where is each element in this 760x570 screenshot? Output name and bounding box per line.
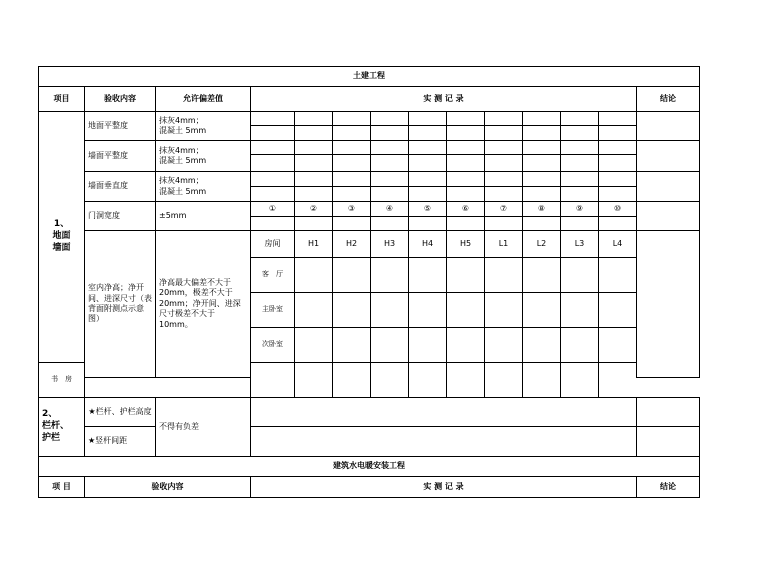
- header2-conclusion: 结论: [637, 477, 700, 498]
- railing-content: ★竖杆间距: [85, 427, 156, 457]
- header2-measure: 实 测 记 录: [251, 477, 637, 498]
- measure-cell: [561, 126, 599, 141]
- row-tolerance: 抹灰4mm； 混凝土 5mm: [156, 172, 251, 202]
- measure-cell: [251, 155, 295, 172]
- measure-cell: [333, 155, 371, 172]
- measure-cell: [409, 112, 447, 126]
- measure-cell: [295, 155, 333, 172]
- row-tolerance: ±5mm: [156, 202, 251, 231]
- row-tolerance: 抹灰4mm； 混凝土 5mm: [156, 112, 251, 141]
- conclusion-cell: [637, 398, 700, 427]
- measure-cell: [371, 217, 409, 231]
- measure-cell: [523, 155, 561, 172]
- header2-content: 验收内容: [85, 477, 251, 498]
- measure-cell: [333, 187, 371, 202]
- measure-cell: [295, 217, 333, 231]
- point-number: ④: [371, 202, 409, 217]
- clear-height-tolerance: 净高最大偏差不大于 20mm，极差不大于 20mm；净开间、进深尺寸极差不大于 10mm。: [156, 231, 251, 378]
- measure-cell: [599, 112, 637, 126]
- room-name: 次卧室: [251, 328, 295, 363]
- point-number: ①: [251, 202, 295, 217]
- measure-cell: [447, 328, 485, 363]
- conclusion-cell: [637, 231, 700, 378]
- measure-cell: [333, 112, 371, 126]
- measure-cell: [561, 258, 599, 293]
- measure-cell: [409, 187, 447, 202]
- measure-cell: [295, 112, 333, 126]
- measure-cell: [371, 293, 409, 328]
- measure-cell: [561, 155, 599, 172]
- measure-cell: [523, 293, 561, 328]
- measure-cell: [599, 187, 637, 202]
- measure-cell: [333, 141, 371, 155]
- point-number: ⑥: [447, 202, 485, 217]
- measure-cell: [447, 172, 485, 187]
- measure-cell: [251, 363, 295, 398]
- measure-cell: [523, 328, 561, 363]
- measure-cell: [523, 126, 561, 141]
- measure-cell: [523, 172, 561, 187]
- conclusion-cell: [637, 427, 700, 457]
- measure-cell: [447, 187, 485, 202]
- row-content: 墙面平整度: [85, 141, 156, 172]
- measure-cell: [295, 187, 333, 202]
- point-number: ⑦: [485, 202, 523, 217]
- point-number: ⑧: [523, 202, 561, 217]
- measure-cell: [599, 328, 637, 363]
- measure-cell: [371, 258, 409, 293]
- header2-item: 项 目: [39, 477, 85, 498]
- measure-cell: [485, 141, 523, 155]
- row-tolerance: 抹灰4mm； 混凝土 5mm: [156, 141, 251, 172]
- measure-label: L4: [599, 231, 637, 258]
- measure-cell: [523, 258, 561, 293]
- measure-cell: [295, 328, 333, 363]
- measure-cell: [561, 187, 599, 202]
- conclusion-cell: [637, 112, 700, 141]
- measure-cell: [447, 363, 485, 398]
- measure-cell: [251, 112, 295, 126]
- header-tolerance: 允许偏差值: [156, 87, 251, 112]
- clear-height-content: 室内净高；净开间、进深尺寸（表背面附测点示意图）: [85, 231, 156, 378]
- measure-cell: [333, 172, 371, 187]
- point-number: ②: [295, 202, 333, 217]
- measure-cell: [333, 126, 371, 141]
- measure-cell: [295, 172, 333, 187]
- row-content: 墙面垂直度: [85, 172, 156, 202]
- point-number: ⑤: [409, 202, 447, 217]
- measure-cell: [447, 258, 485, 293]
- measure-cell: [561, 217, 599, 231]
- measure-cell: [561, 363, 599, 398]
- measure-cell: [409, 363, 447, 398]
- measure-cell: [251, 172, 295, 187]
- measure-cell: [599, 217, 637, 231]
- section2-title: 建筑水电暖安装工程: [39, 457, 700, 477]
- measure-cell: [295, 363, 333, 398]
- measure-cell: [333, 328, 371, 363]
- measure-cell: [485, 126, 523, 141]
- header-item: 项目: [39, 87, 85, 112]
- measure-cell: [251, 187, 295, 202]
- measure-cell: [447, 155, 485, 172]
- measure-cell: [333, 293, 371, 328]
- measure-cell: [333, 258, 371, 293]
- measure-cell: [447, 217, 485, 231]
- measure-cell: [371, 363, 409, 398]
- measure-cell: [599, 155, 637, 172]
- measure-cell: [371, 172, 409, 187]
- measure-cell: [485, 187, 523, 202]
- measure-cell: [561, 141, 599, 155]
- header-conclusion: 结论: [637, 87, 700, 112]
- point-number: ⑨: [561, 202, 599, 217]
- room-header: 房间: [251, 231, 295, 258]
- measure-cell: [251, 126, 295, 141]
- measure-cell: [295, 293, 333, 328]
- measure-cell: [371, 155, 409, 172]
- measure-cell: [447, 126, 485, 141]
- measure-label: H2: [333, 231, 371, 258]
- room-name: 主卧室: [251, 293, 295, 328]
- measure-cell: [371, 126, 409, 141]
- measure-cell: [485, 172, 523, 187]
- measure-cell: [409, 258, 447, 293]
- measure-cell: [251, 141, 295, 155]
- measure-cell: [295, 258, 333, 293]
- room-name: 书 房: [39, 363, 85, 398]
- measure-cell: [409, 155, 447, 172]
- measure-cell: [599, 141, 637, 155]
- measure-label: H4: [409, 231, 447, 258]
- measure-cell: [251, 398, 637, 427]
- measure-cell: [251, 427, 637, 457]
- room-name: 客 厅: [251, 258, 295, 293]
- measure-cell: [409, 293, 447, 328]
- measure-cell: [561, 172, 599, 187]
- row-content: 地面平整度: [85, 112, 156, 141]
- measure-label: L1: [485, 231, 523, 258]
- measure-cell: [485, 363, 523, 398]
- measure-cell: [447, 112, 485, 126]
- measure-cell: [371, 328, 409, 363]
- measure-cell: [447, 141, 485, 155]
- railing-content: ★栏杆、护栏高度: [85, 398, 156, 427]
- point-number: ③: [333, 202, 371, 217]
- measure-cell: [523, 363, 561, 398]
- measure-cell: [485, 112, 523, 126]
- measure-cell: [485, 293, 523, 328]
- group2-label: 2、 栏杆、 护栏: [39, 398, 85, 457]
- point-number: ⑩: [599, 202, 637, 217]
- measure-cell: [561, 328, 599, 363]
- acceptance-record-table: [38, 66, 700, 498]
- measure-cell: [561, 112, 599, 126]
- measure-cell: [599, 258, 637, 293]
- measure-cell: [561, 293, 599, 328]
- measure-cell: [295, 126, 333, 141]
- measure-cell: [409, 328, 447, 363]
- section1-title: 土建工程: [39, 67, 700, 87]
- header-measure: 实 测 记 录: [251, 87, 637, 112]
- measure-label: H3: [371, 231, 409, 258]
- conclusion-cell: [637, 202, 700, 231]
- measure-cell: [523, 141, 561, 155]
- measure-cell: [371, 112, 409, 126]
- measure-label: H1: [295, 231, 333, 258]
- conclusion-cell: [637, 172, 700, 202]
- measure-cell: [523, 217, 561, 231]
- measure-cell: [599, 293, 637, 328]
- measure-cell: [409, 217, 447, 231]
- measure-cell: [485, 258, 523, 293]
- measure-cell: [409, 126, 447, 141]
- measure-cell: [333, 363, 371, 398]
- measure-cell: [599, 172, 637, 187]
- measure-cell: [409, 172, 447, 187]
- measure-cell: [485, 155, 523, 172]
- measure-cell: [599, 126, 637, 141]
- measure-cell: [251, 217, 295, 231]
- group1-label: 1、 地面 墙面: [39, 112, 85, 363]
- row-content: 门洞宽度: [85, 202, 156, 231]
- header-content: 验收内容: [85, 87, 156, 112]
- measure-cell: [485, 328, 523, 363]
- railing-tolerance: 不得有负差: [156, 398, 251, 457]
- measure-cell: [371, 141, 409, 155]
- measure-cell: [333, 217, 371, 231]
- measure-cell: [447, 293, 485, 328]
- measure-cell: [523, 112, 561, 126]
- measure-label: H5: [447, 231, 485, 258]
- conclusion-cell: [637, 141, 700, 172]
- measure-cell: [523, 187, 561, 202]
- measure-cell: [485, 217, 523, 231]
- measure-cell: [371, 187, 409, 202]
- measure-cell: [409, 141, 447, 155]
- measure-cell: [295, 141, 333, 155]
- measure-label: L2: [523, 231, 561, 258]
- measure-label: L3: [561, 231, 599, 258]
